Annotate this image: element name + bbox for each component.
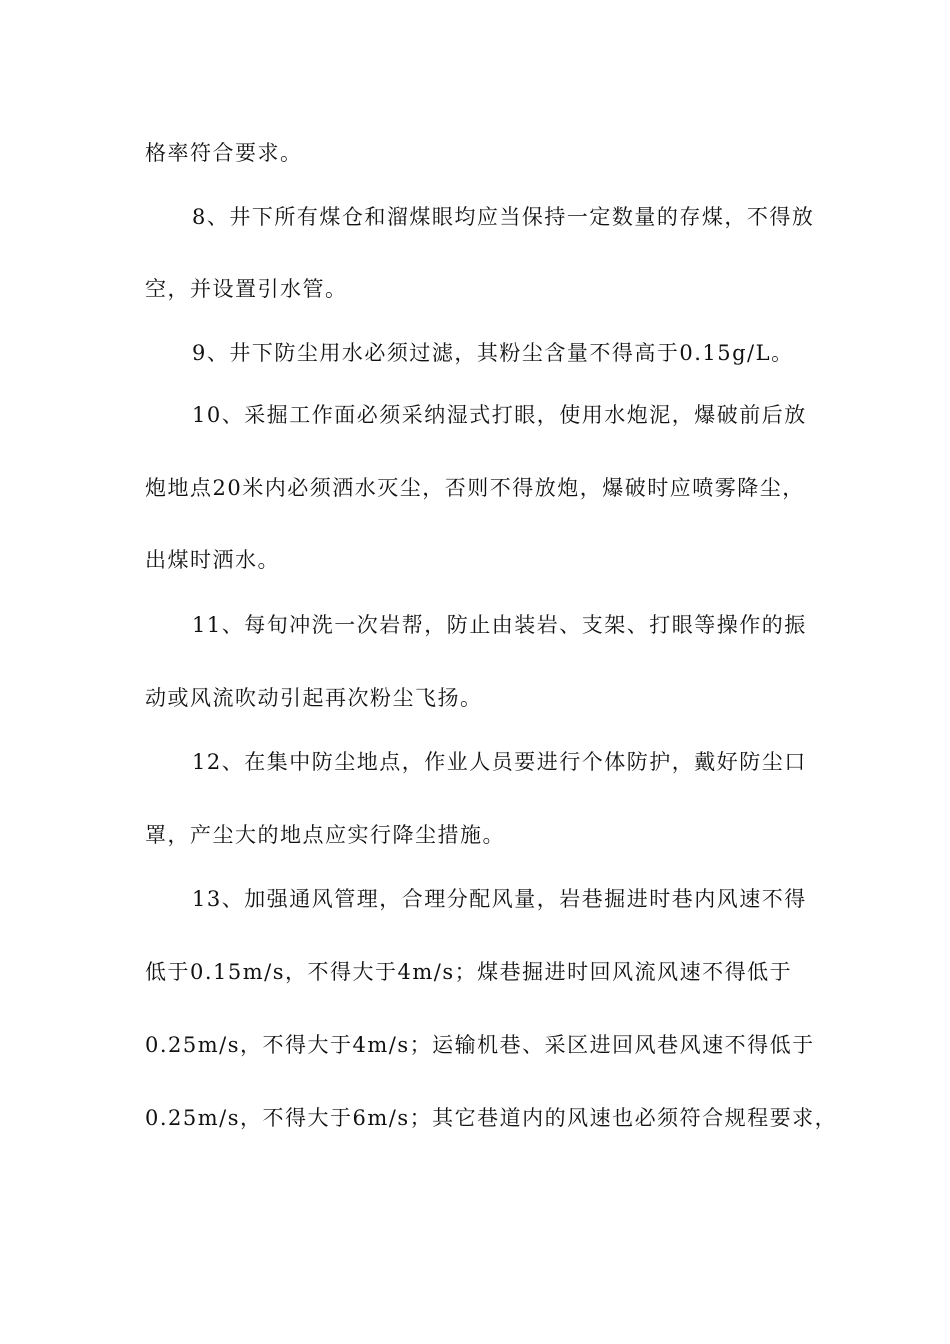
text-line: 10、采掘工作面必须采纳湿式打眼，使用水炮泥，爆破前后放 [192, 403, 807, 427]
text-line: 8、井下所有煤仓和溜煤眼均应当保持一定数量的存煤，不得放 [192, 205, 815, 229]
text-line: 11、每旬冲洗一次岩帮，防止由装岩、支架、打眼等操作的振 [192, 613, 807, 637]
text-line: 0.25m/s，不得大于4m/s；运输机巷、采区进回风巷风速不得低于 [145, 1033, 815, 1057]
text-line: 出煤时洒水。 [145, 548, 280, 572]
text-line: 炮地点20米内必须洒水灭尘，否则不得放炮，爆破时应喷雾降尘， [145, 476, 805, 500]
text-line: 罩，产尘大的地点应实行降尘措施。 [145, 823, 505, 847]
text-line: 13、加强通风管理，合理分配风量，岩巷掘进时巷内风速不得 [192, 887, 807, 911]
text-line: 格率符合要求。 [145, 141, 303, 165]
text-line: 动或风流吹动引起再次粉尘飞扬。 [145, 686, 483, 710]
text-line: 12、在集中防尘地点，作业人员要进行个体防护，戴好防尘口 [192, 750, 807, 774]
text-line: 0.25m/s，不得大于6m/s；其它巷道内的风速也必须符合规程要求， [145, 1106, 838, 1130]
text-line: 空，并设置引水管。 [145, 277, 348, 301]
text-line: 9、井下防尘用水必须过滤，其粉尘含量不得高于0.15g/L。 [192, 341, 794, 365]
text-line: 低于0.15m/s，不得大于4m/s；煤巷掘进时回风流风速不得低于 [145, 960, 793, 984]
